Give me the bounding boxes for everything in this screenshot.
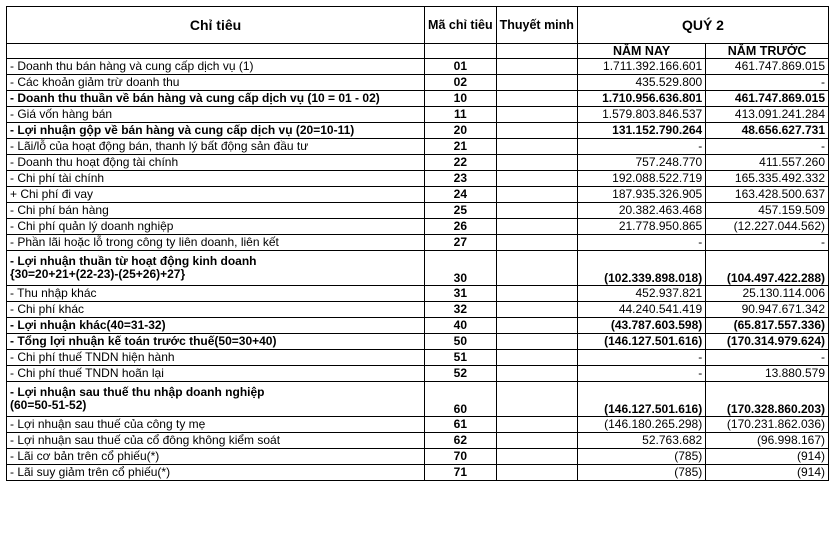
header-indicator-blank	[7, 44, 425, 59]
row-this-year: 1.710.956.636.801	[577, 91, 705, 107]
row-label	[7, 203, 425, 219]
header-code-blank	[425, 44, 497, 59]
row-last-year: (12.227.044.562)	[706, 219, 829, 235]
row-note	[496, 75, 577, 91]
row-this-year: (102.339.898.018)	[577, 251, 705, 286]
row-label	[7, 366, 425, 382]
table-row	[7, 155, 829, 171]
row-last-year: (170.314.979.624)	[706, 334, 829, 350]
row-last-year: (914)	[706, 449, 829, 465]
row-note	[496, 107, 577, 123]
row-note	[496, 203, 577, 219]
row-last-year: 25.130.114.006	[706, 286, 829, 302]
header-note: Thuyết minh	[496, 7, 577, 44]
table-row	[7, 107, 829, 123]
row-label-line: - Giá vốn hàng bán	[10, 107, 113, 121]
row-label-line: - Chi phí quản lý doanh nghiệp	[10, 219, 174, 233]
header-note-blank	[496, 44, 577, 59]
table-row	[7, 433, 829, 449]
row-note	[496, 139, 577, 155]
row-label	[7, 318, 425, 334]
row-code: 32	[425, 302, 497, 318]
row-label-line: - Doanh thu thuần về bán hàng và cung cấp dịch vụ (10 = 01 - 02)	[10, 91, 380, 105]
row-this-year: (146.180.265.298)	[577, 417, 705, 433]
row-this-year: 1.579.803.846.537	[577, 107, 705, 123]
row-label	[7, 139, 425, 155]
row-code: 20	[425, 123, 497, 139]
row-last-year: 457.159.509	[706, 203, 829, 219]
row-last-year: 461.747.869.015	[706, 59, 829, 75]
table-row	[7, 251, 829, 286]
row-label	[7, 350, 425, 366]
row-label-line: - Lợi nhuận sau thuế của cổ đông không kiểm soát	[10, 433, 281, 447]
row-this-year: -	[577, 235, 705, 251]
row-label-line: - Lãi/lỗ của hoạt động bán, thanh lý bất động sản đầu tư	[10, 139, 309, 153]
row-label-line: - Chi phí bán hàng	[10, 203, 109, 217]
row-last-year: 411.557.260	[706, 155, 829, 171]
row-note	[496, 433, 577, 449]
row-code: 25	[425, 203, 497, 219]
table-row	[7, 235, 829, 251]
row-label	[7, 59, 425, 75]
row-label	[7, 187, 425, 203]
row-code: 22	[425, 155, 497, 171]
row-note	[496, 171, 577, 187]
row-code: 31	[425, 286, 497, 302]
row-note	[496, 350, 577, 366]
row-note	[496, 219, 577, 235]
row-note	[496, 417, 577, 433]
row-this-year: 187.935.326.905	[577, 187, 705, 203]
row-note	[496, 449, 577, 465]
row-code: 26	[425, 219, 497, 235]
row-code: 61	[425, 417, 497, 433]
row-code: 01	[425, 59, 497, 75]
row-last-year: (104.497.422.288)	[706, 251, 829, 286]
row-note	[496, 251, 577, 286]
row-code: 23	[425, 171, 497, 187]
row-last-year: -	[706, 350, 829, 366]
row-label-formula: {30=20+21+(22-23)-(25+26)+27}	[10, 267, 186, 281]
row-code: 50	[425, 334, 497, 350]
row-last-year: (170.231.862.036)	[706, 417, 829, 433]
row-this-year: 192.088.522.719	[577, 171, 705, 187]
row-note	[496, 286, 577, 302]
row-code: 24	[425, 187, 497, 203]
row-this-year: 1.711.392.166.601	[577, 59, 705, 75]
row-this-year: -	[577, 139, 705, 155]
row-label	[7, 235, 425, 251]
row-note	[496, 366, 577, 382]
table-row	[7, 91, 829, 107]
row-label-formula: (60=50-51-52)	[10, 398, 87, 412]
row-label	[7, 449, 425, 465]
row-this-year: 44.240.541.419	[577, 302, 705, 318]
row-this-year: 131.152.790.264	[577, 123, 705, 139]
header-last-year: NĂM TRƯỚC	[706, 44, 829, 59]
table-row	[7, 417, 829, 433]
table-row	[7, 449, 829, 465]
row-this-year: (146.127.501.616)	[577, 382, 705, 417]
row-last-year: (65.817.557.336)	[706, 318, 829, 334]
row-label	[7, 123, 425, 139]
row-label-line: - Lợi nhuận sau thuế thu nhập doanh nghiệp	[10, 385, 265, 399]
row-last-year: 13.880.579	[706, 366, 829, 382]
row-last-year: 163.428.500.637	[706, 187, 829, 203]
row-note	[496, 382, 577, 417]
row-note	[496, 155, 577, 171]
table-row	[7, 302, 829, 318]
row-this-year: 21.778.950.865	[577, 219, 705, 235]
row-note	[496, 302, 577, 318]
row-this-year: 435.529.800	[577, 75, 705, 91]
table-row	[7, 286, 829, 302]
row-note	[496, 187, 577, 203]
row-last-year: 90.947.671.342	[706, 302, 829, 318]
row-label-line: - Lợi nhuận sau thuế của công ty mẹ	[10, 417, 206, 431]
row-label-line: - Thu nhập khác	[10, 286, 97, 300]
row-label	[7, 91, 425, 107]
row-label-line: - Chi phí thuế TNDN hoãn lại	[10, 366, 164, 380]
row-code: 60	[425, 382, 497, 417]
header-indicator: Chỉ tiêu	[7, 7, 425, 44]
header-code: Mã chỉ tiêu	[425, 7, 497, 44]
row-last-year: (170.328.860.203)	[706, 382, 829, 417]
row-label	[7, 417, 425, 433]
row-last-year: (914)	[706, 465, 829, 481]
header-this-year: NĂM NAY	[577, 44, 705, 59]
row-code: 21	[425, 139, 497, 155]
table-row	[7, 350, 829, 366]
table-row	[7, 219, 829, 235]
table-row	[7, 366, 829, 382]
row-label-line: - Phần lãi hoặc lỗ trong công ty liên doanh, liên kết	[10, 235, 279, 249]
row-label-line: - Doanh thu hoạt động tài chính	[10, 155, 179, 169]
row-this-year: 20.382.463.468	[577, 203, 705, 219]
row-note	[496, 91, 577, 107]
table-row	[7, 187, 829, 203]
row-label	[7, 171, 425, 187]
row-note	[496, 235, 577, 251]
row-label	[7, 251, 425, 286]
row-code: 10	[425, 91, 497, 107]
row-last-year: 48.656.627.731	[706, 123, 829, 139]
row-this-year: (785)	[577, 449, 705, 465]
table-row	[7, 75, 829, 91]
table-row	[7, 318, 829, 334]
table-row	[7, 382, 829, 417]
row-this-year: 52.763.682	[577, 433, 705, 449]
row-code: 62	[425, 433, 497, 449]
table-row	[7, 465, 829, 481]
row-note	[496, 59, 577, 75]
row-this-year: -	[577, 366, 705, 382]
row-last-year: -	[706, 75, 829, 91]
row-this-year: (146.127.501.616)	[577, 334, 705, 350]
row-code: 27	[425, 235, 497, 251]
row-note	[496, 334, 577, 350]
row-label-line: - Chi phí thuế TNDN hiện hành	[10, 350, 175, 364]
row-label	[7, 334, 425, 350]
header-period: QUÝ 2	[577, 7, 828, 44]
row-code: 11	[425, 107, 497, 123]
row-this-year: (43.787.603.598)	[577, 318, 705, 334]
row-label-line: - Doanh thu bán hàng và cung cấp dịch vụ (1)	[10, 59, 254, 73]
row-last-year: 461.747.869.015	[706, 91, 829, 107]
row-label-line: - Lãi cơ bản trên cổ phiếu(*)	[10, 449, 160, 463]
row-label-line: - Lãi suy giảm trên cổ phiếu(*)	[10, 465, 171, 479]
row-label-line: + Chi phí đi vay	[10, 187, 94, 201]
table-row	[7, 139, 829, 155]
row-label-line: - Lợi nhuận thuần từ hoạt động kinh doanh	[10, 254, 257, 268]
row-label	[7, 107, 425, 123]
row-label-line: - Chi phí khác	[10, 302, 85, 316]
row-this-year: 757.248.770	[577, 155, 705, 171]
row-note	[496, 123, 577, 139]
row-code: 30	[425, 251, 497, 286]
row-code: 70	[425, 449, 497, 465]
row-last-year: 165.335.492.332	[706, 171, 829, 187]
row-code: 02	[425, 75, 497, 91]
income-statement-table	[6, 6, 829, 481]
row-this-year: (785)	[577, 465, 705, 481]
row-code: 51	[425, 350, 497, 366]
row-label-line: - Tổng lợi nhuận kế toán trước thuế(50=30+40)	[10, 334, 277, 348]
row-label	[7, 219, 425, 235]
row-note	[496, 465, 577, 481]
row-note	[496, 318, 577, 334]
row-label	[7, 382, 425, 417]
row-label-line: - Lợi nhuận khác(40=31-32)	[10, 318, 166, 332]
table-row	[7, 203, 829, 219]
row-label	[7, 465, 425, 481]
row-last-year: (96.998.167)	[706, 433, 829, 449]
row-label	[7, 302, 425, 318]
row-this-year: -	[577, 350, 705, 366]
row-code: 40	[425, 318, 497, 334]
row-last-year: -	[706, 139, 829, 155]
table-row	[7, 171, 829, 187]
row-label	[7, 155, 425, 171]
table-row	[7, 123, 829, 139]
row-last-year: 413.091.241.284	[706, 107, 829, 123]
row-label-line: - Các khoản giảm trừ doanh thu	[10, 75, 180, 89]
row-label	[7, 433, 425, 449]
row-label-line: - Chi phí tài chính	[10, 171, 105, 185]
row-last-year: -	[706, 235, 829, 251]
row-this-year: 452.937.821	[577, 286, 705, 302]
row-code: 52	[425, 366, 497, 382]
table-row	[7, 59, 829, 75]
row-label-line: - Lợi nhuận gộp về bán hàng và cung cấp dịch vụ (20=10-11)	[10, 123, 355, 137]
row-label	[7, 75, 425, 91]
table-row	[7, 334, 829, 350]
row-label	[7, 286, 425, 302]
row-code: 71	[425, 465, 497, 481]
table-body	[7, 59, 829, 481]
